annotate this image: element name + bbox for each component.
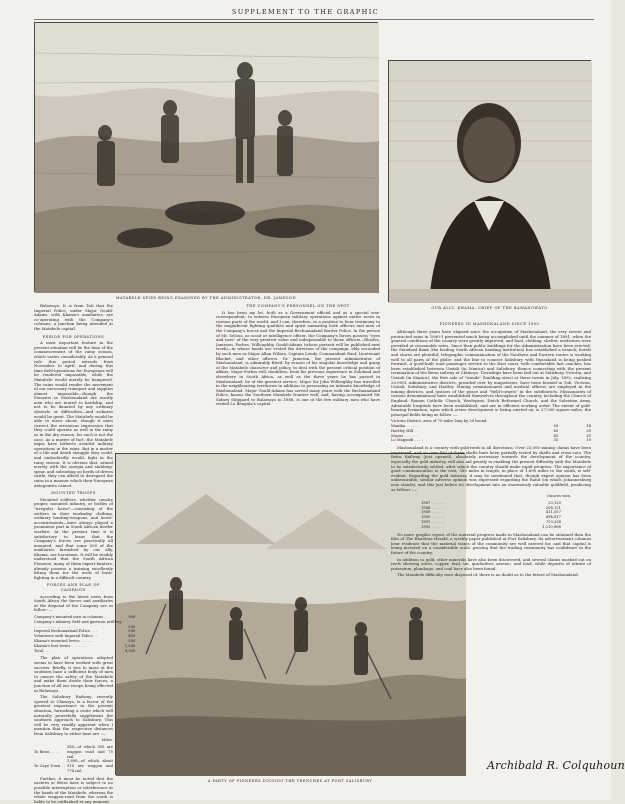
heading-period-operations: PERIOD FOR OPERATIONS — [42, 334, 105, 339]
table-row: 1888 . . . . . . 208,121 — [421, 505, 561, 510]
illustration-matabele-spies — [34, 22, 378, 292]
portrait-khama-image — [389, 61, 592, 303]
table-row: Victoria District, area of 70 miles long by 20 broad. — [391, 419, 488, 424]
intro-paragraph: Bulawayo. It is from Tati that the Imperial Police, under Major Gould-Adams, with Khama's auxiliaries, are co-operating with the Company's columns, a junction being intended at the Matabele capital. — [34, 303, 113, 331]
table-row: Volunteers with Imperial Police . . 400 — [34, 634, 136, 639]
table-row: . . . . . . . . . . . . . . . . . . . 500 — [34, 624, 136, 629]
table-row: Hartley Hill . . . 40 30 — [391, 428, 591, 433]
caption-trenches: A PARTY OF PIONEERS DIGGING THE TRENCHES AT FORT SALISBURY — [207, 779, 373, 783]
table-row: 1887 . . . . . . 23,125 — [421, 500, 561, 505]
gold-output-table — [421, 501, 561, 530]
table-row: Manika . . . . . . 50 14 — [391, 424, 591, 429]
paragraph-period-operations: A most important feature in the present situation will be the time of the commencement of the rainy season, which varies considerably. As a general rule this period extends from November to April, and during this time field-operations for Europeans will be rendered impossible, while the Matabele would merely be hampered. The rains would render the movement of our necessary transport and supplies almost impossible—though the Pioneers in Mashonaland are mostly men who are inured to hardship, and not to be daunted by any ordinary obstacle or difficulties—and sickness would be great. The Matabele would be able to move about, though it must correct the erroneous impression that they could operate as well in the rainy as in the dry season, for such is not the case. As a matter of fact, the Matabele impis have hitherto avoided military operations in the rains. But in a matter of a life and death struggle they could, and undoubtedly would, fight in the rainy season. It is obvious that, armed merely with the assegai and stabbing-spear, and subsisting on herds of driven cattle, they can afford to disregard the rains in a manner which their European antagonists cannot. — [34, 340, 114, 488]
paragraph-occupation: Although three years have elapsed since the occupation of Mashonaland, the very severe and protracted rains in 1890-1 prevented much being accomplished until the summer of 1891, when the general conditions of the country were greatly improved, and food, clothing, shelter, medicines were provided at reasonable rates. Since then public buildings for the Administration have been erected; the Standard Bank (the leading South African banking institution) has established a branch; hotels and stores are plentiful; telegraphic communication of the Southern and Eastern routes is working well to all parts of the globe; and the line to connect Salisbury with Nyasaland is being pushed forward. A good-built road passenger service to the East coast, with comfortable fast coaches, has been established between Umtali (in Manica) and Salisbury, thence connecting with the present termination of the Beira railway at Chimoyo. Townships have been laid out at Salisbury, Victoria, and Umtali (in Manica), the first sale of "stands" (building sites) at these towns in July, 1892, realising 20,000l. Administrative districts, presided over by magistrates, have been formed in Tuli, Victoria, Umtali, Salisbury, and Hartley. Mining commissioners and medical officers are employed in the mining districts, and justices of the peace and "field-cornets" in the subdistricts. Missionaries of various denominations have established themselves throughout the country, including the Church of England, Roman Catholic Church, Wesleyans, Dutch Reformed Church, and the Salvation Army. Admirable hospitals have been established, and are in efficient working order. The extent of gold-bearing formation, upon which active development is being carried on, is 27,000 square miles, the principal fields being as follow :— — [391, 329, 591, 417]
paragraph-other-minerals: In addition to gold, other minerals have also been discovered, and several claims marked out on reefs showing silver, copper, lead, tin, quicksilver, arsenic, and lead, while deposits of nitrate of potassium, plumbago, and coal have also been found. — [391, 556, 591, 571]
header-rule — [34, 19, 594, 20]
paragraph-mounted-troops: Mounted soldiers, whether cavalry proper, mounted infantry, or bodies of "irregular horse"—consisting of the settlers in their workaday clothing, ordinary hunting-weapons, and horse-accoutrements—have always played a prominent part in South African border warfare. At the present time it is satisfactory to learn that the Company's forces are practically all mounted, and that some 500 of the auxiliaries furnished by our ally, Khama, are horsemen. It will be readily understood that the South African Pioneers, many of them expert hunters, already possess a training excellently fitting them for the work of bush-fighting in a difficult country. — [34, 496, 113, 580]
distances-header: Miles. — [101, 738, 113, 743]
article-column-3 — [391, 330, 591, 755]
paragraph-future: The Matabele difficulty once disposed of, there is no doubt as to the future of Mashonaland. — [397, 572, 579, 578]
paragraph-rhodesia-herald: No more graphic report of the material progress made in Mashonaland can be obtained than the files of The Rhodesia Herald, a weekly paper published at Fort Salisbury. Its advertisement columns bear evidence that the material wants of the community are well catered for, and that capital is being invested on a considerable scale, proving that the trading community has confidence in the future of the country. — [391, 531, 591, 555]
table-row: Khama's mounted levies . . . . . . 500 — [34, 638, 136, 643]
illustration-khama-portrait — [388, 60, 591, 302]
caption-khama: OUR ALLY, KHAMA, CHIEF OF THE BAMANGWATO — [431, 306, 548, 310]
distances-table — [34, 745, 113, 774]
paragraph-railway: The Salisbury Railway, recently opened to Chimoyo, is a factor of the greatest importance in the present situation, furnishing a route which will naturally powerfully supplement the southern approach to Salisbury. This will be very readily apparent when I mention that the respective distances from Salisbury to either base are :— — [34, 694, 113, 736]
table-row: 1891 . . . . . . 729,238 — [421, 519, 561, 524]
table-row: To Cape Town . . 1,690—of which about 916 are waggon and 774 rail. — [34, 759, 113, 774]
article-column-2 — [216, 304, 380, 449]
table-row: Company's mounted men in columns . . 900 — [34, 615, 136, 619]
caption-pioneers: PIONEERS IN MASHONALAND SINCE 1890 — [439, 322, 540, 326]
forces-table — [34, 615, 135, 653]
author-signature: Archibald R. Colquhoun — [487, 759, 625, 772]
table-row: Imperial Bechuanaland Police . . . 500 — [34, 629, 136, 634]
table-row: Khama's foot levies . . . . . . . 1,500 — [34, 643, 136, 648]
table-row: Company's infantry, field and garrison artillery — [34, 619, 122, 624]
table-row: 1892 . . . . . . 1,210,868 — [421, 524, 561, 529]
article-column-1 — [34, 303, 136, 804]
table-row: Mazoe . . . . . . 40 20 — [391, 433, 591, 438]
table-row: 1889 . . . . . . 411,557 — [421, 510, 561, 515]
output-header: Ounces won. — [546, 494, 571, 499]
table-row: Total . . . . 4,300 — [34, 648, 136, 653]
paragraph-plan: The plan of operations adopted seems to have been worked with great success. Briefly, it was to mass at the southern base a sufficient body of men to ensure the safety of the Matabele and make them divide their forces, a junction of all our troops being effected at Bulawayo. — [34, 655, 113, 693]
paragraph-gold-reefs: Mashonaland is a country with gold-reefs in all directions. Over 25,000 mining claims have been registered, and on over 400 of these shafts have been partially tested by shafts and cross-cuts. The Beira Railway (just opened), absolutely necessary towards the development of the country, especially the gold industry, will also aid greatly in enabling the present difficulty with the Matabele to be satisfactorily settled, after which the country should make rapid progress. The importance of good communication to the east, 380 miles in length, in place of 1,690 miles to the south, is self-evident. Regarding the gold industry, it may be mentioned that, though expert opinion has been unfavourable, similar adverse opinion was expressed regarding the Rand (on which Johannesburg now stands), and this just before its development into an enormously valuable goldfield, producing as follows :— — [391, 445, 591, 492]
table-row: Lo Magondi . . . . 35 10 — [391, 438, 591, 443]
heading-mounted-troops: MOUNTED TROOPS — [51, 491, 96, 496]
gold-fields-table — [391, 419, 591, 443]
paragraph-company-personnel: It has been my lot, both as a Government official and as a special war-correspondent, to witness European military operations against native races in various parts of the world, and I can, therefore, in a position to bear testimony to the magnificent fighting qualities and spirit animating both officers and men of the Company's forces and the Imperial Bechuanaland Border Police. In the person of Mr. Selous, as scout or intelligence officer, the Company's forces possess "eyes and ears" of the very greatest value and indispensable to those officers—Rhodes, Jameson, Forbes, Willoughby, Gould-Adams (whose portrait will be published next week)—in whose hands are vested the direction of the campaign, ably seconded by such men as Major Allan Wilson, Captain Lendy, Commandant Raaf, Lieutenant Blacket, and other officers. Dr. Jameson, the present Administrator of Mashonaland, is admirably fitted, by reason of his singular knowledge and grasp of the Matabele character and policy, to deal with the present critical position of affairs. Major Forbes will, doubtless, from his previous experience in Zululand and elsewhere in South Africa, as well as the three years he has passed in Mashonaland, be of the greatest service. Major Sir John Willoughby has travelled in the neighbouring territories in addition to possessing an intimate knowledge of Mashonaland. Major Gould-Adams has served many years with the Bechuanaland Police, knows the Southern Matabele frontier well, and, having accompanied Sir Sidney Shippard to Bulawayo in 1888, is one of the few military men who have visited Lo Bengula's capital. — [216, 309, 380, 407]
caption-matabele-spies: MATABELE SPIES BEING EXAMINED BY THE ADMINISTRATOR, DR. JAMESON — [115, 296, 297, 300]
heading-forces-plan: FORCES AND PLAN OF CAMPAIGN — [46, 583, 100, 593]
engraving-spies-image — [35, 23, 379, 293]
page-header: SUPPLEMENT TO THE GRAPHIC — [231, 8, 380, 16]
paragraph-closing: Further, it must be noted that the eastern or Beira base is subject to no possible interruption or interference at the hands of the Matabele, whereas the whole waggon-road from the south is liable to be outflanked at any moment. — [34, 775, 113, 804]
heading-company-personnel: THE COMPANY'S PERSONNEL ON THE SPOT — [246, 304, 350, 308]
table-row: 1890 . . . . . . 494,817 — [421, 515, 561, 520]
paragraph-forces-intro: According to the latest news from South Africa the forces and auxiliaries at the disposal of the Company are as follow :— — [34, 593, 113, 613]
table-row: To Beira . . . . 380—of which 305 are waggon road and 75 rail. — [34, 745, 113, 759]
